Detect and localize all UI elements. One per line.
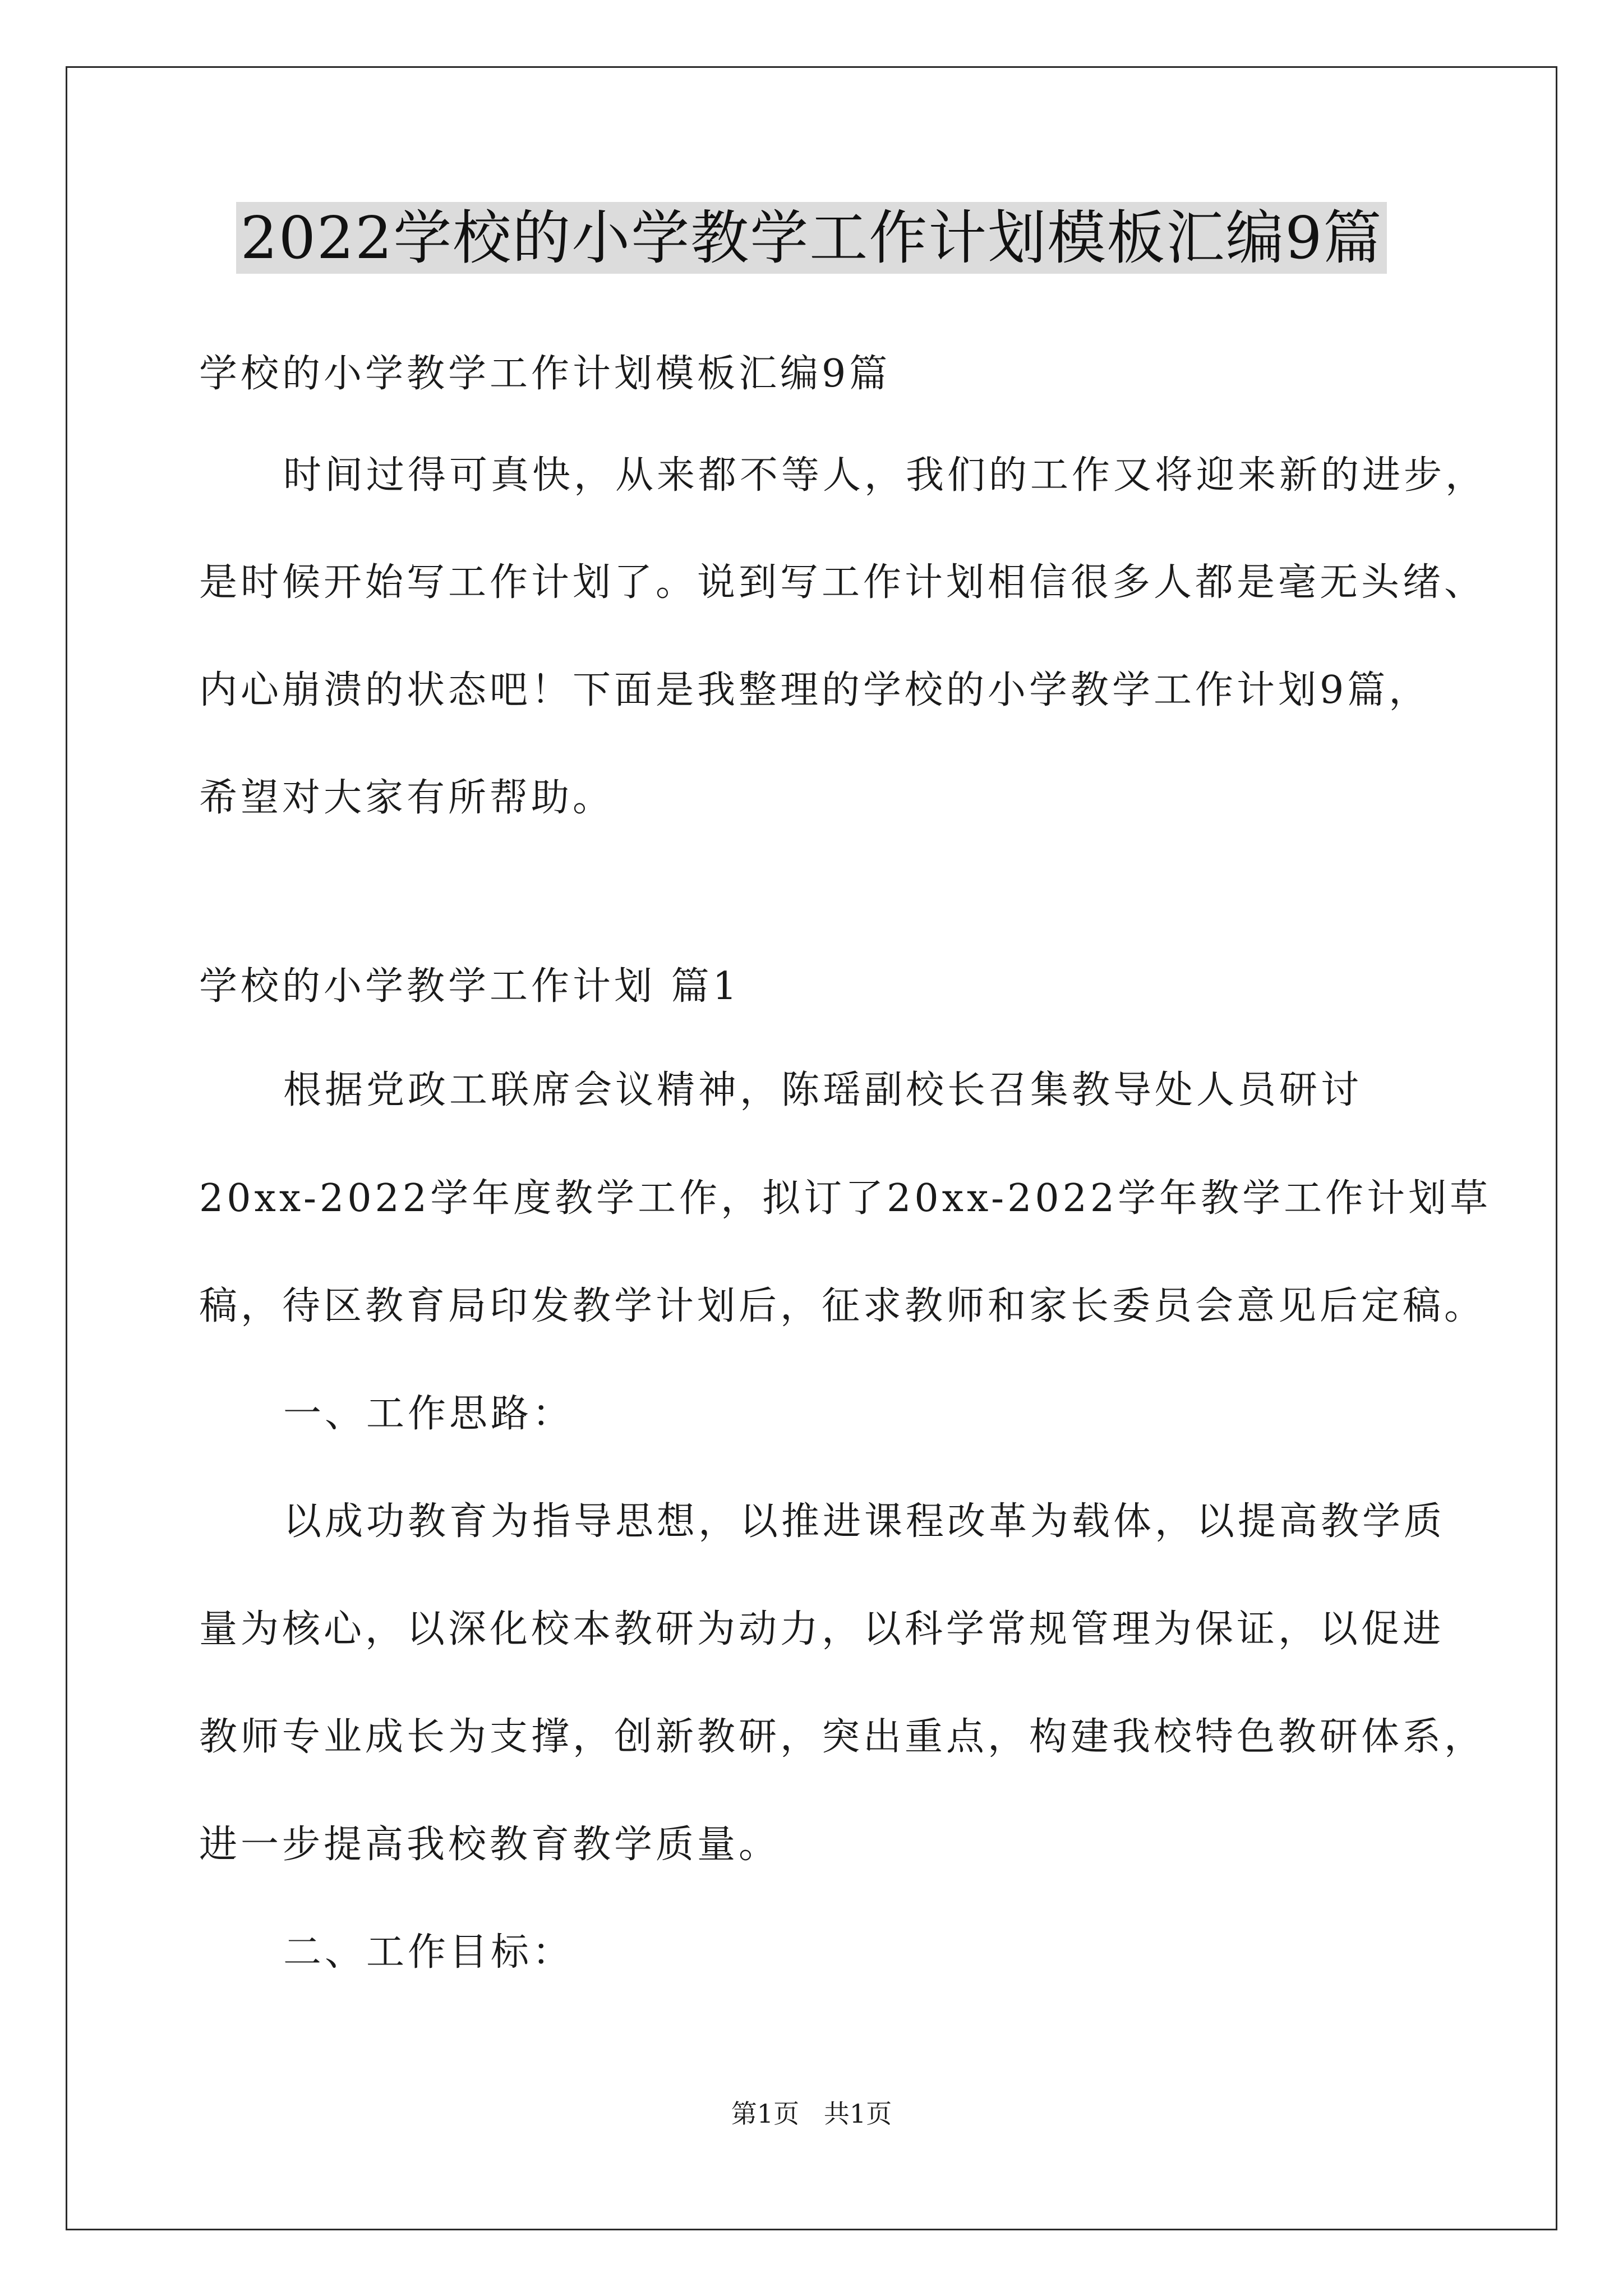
paragraph-line: 量为核心，以深化校本教研为动力，以科学常规管理为保证，以促进 bbox=[199, 1607, 1445, 1651]
paragraph-line: 进一步提高我校教育教学质量。 bbox=[199, 1823, 781, 1867]
title-container bbox=[0, 202, 1623, 274]
paragraph-line: 希望对大家有所帮助。 bbox=[199, 776, 615, 820]
paragraph-line: 内心崩溃的状态吧！下面是我整理的学校的小学教学工作计划9篇， bbox=[199, 668, 1431, 712]
document-title: 2022学校的小学教学工作计划模板汇编9篇 bbox=[236, 202, 1387, 274]
subsection-heading: 一、工作思路： bbox=[283, 1392, 574, 1436]
paragraph-line: 教师专业成长为支撑，创新教研，突出重点，构建我校特色教研体系， bbox=[199, 1715, 1486, 1759]
paragraph-line: 根据党政工联席会议精神，陈瑶副校长召集教导处人员研讨 bbox=[283, 1068, 1363, 1112]
paragraph-line: 20xx-2022学年度教学工作，拟订了20xx-2022学年教学工作计划草 bbox=[199, 1176, 1492, 1221]
paragraph-line: 是时候开始写工作计划了。说到写工作计划相信很多人都是毫无头绪、 bbox=[199, 560, 1486, 605]
section-heading: 学校的小学教学工作计划 篇1 bbox=[199, 964, 740, 1009]
paragraph-line: 稿，待区教育局印发教学计划后，征求教师和家长委员会意见后定稿。 bbox=[199, 1284, 1486, 1328]
paragraph-line: 以成功教育为指导思想，以推进课程改革为载体，以提高教学质 bbox=[283, 1499, 1446, 1544]
paragraph-line: 时间过得可真快，从来都不等人，我们的工作又将迎来新的进步， bbox=[283, 453, 1487, 498]
document-subtitle: 学校的小学教学工作计划模板汇编9篇 bbox=[199, 352, 891, 396]
page-footer: 第1页 共1页 bbox=[731, 2099, 892, 2129]
subsection-heading: 二、工作目标： bbox=[283, 1930, 574, 1975]
